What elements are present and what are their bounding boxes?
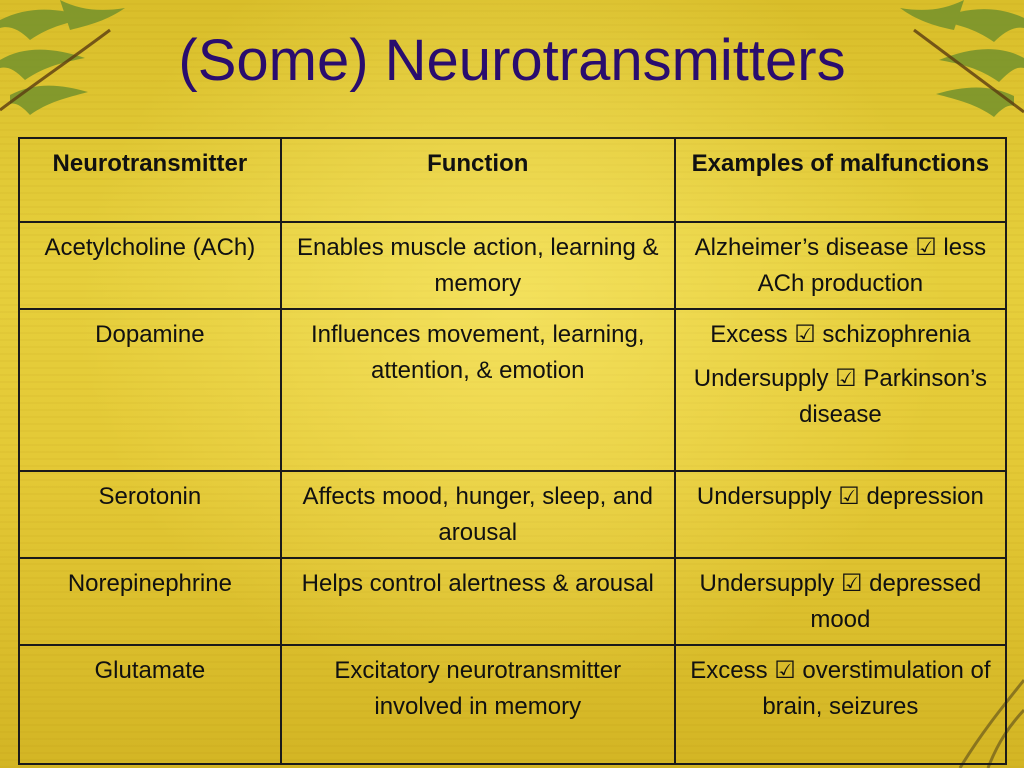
page-title: (Some) Neurotransmitters xyxy=(178,28,846,93)
malfunctions-cell xyxy=(675,471,1006,558)
malfunction-text: Undersupply ☑ depression xyxy=(696,483,984,510)
column-header-malfunctions: Examples of malfunctions xyxy=(675,138,1006,222)
function-cell: Helps control alertness & arousal xyxy=(281,558,675,645)
malfunctions-cell xyxy=(675,645,1006,764)
malfunction-text: Alzheimer’s disease ☑ less ACh production xyxy=(694,234,987,297)
neurotransmitter-table xyxy=(18,137,1007,765)
function-cell: Influences movement, learning, attention, & emotion xyxy=(281,309,675,471)
function-cell: Enables muscle action, learning & memory xyxy=(281,222,675,309)
neurotransmitter-cell: Dopamine xyxy=(19,309,281,471)
malfunction-text: Undersupply ☑ Parkinson’s disease xyxy=(693,365,987,428)
neurotransmitter-cell: Acetylcholine (ACh) xyxy=(19,222,281,309)
malfunctions-cell xyxy=(675,222,1006,309)
neurotransmitter-cell: Glutamate xyxy=(19,645,281,764)
column-header-neurotransmitter: Neurotransmitter xyxy=(19,138,281,222)
malfunctions-cell xyxy=(675,558,1006,645)
neurotransmitter-cell: Serotonin xyxy=(19,471,281,558)
table-row xyxy=(19,222,1006,309)
table-row xyxy=(19,645,1006,764)
table-row xyxy=(19,471,1006,558)
malfunction-text: Excess ☑ overstimulation of brain, seizures xyxy=(690,657,991,720)
neurotransmitter-cell: Norepinephrine xyxy=(19,558,281,645)
malfunctions-cell xyxy=(675,309,1006,471)
table-row xyxy=(19,558,1006,645)
function-cell: Affects mood, hunger, sleep, and arousal xyxy=(281,471,675,558)
column-header-function: Function xyxy=(281,138,675,222)
malfunction-text: Excess ☑ schizophrenia xyxy=(710,321,971,348)
table-row xyxy=(19,309,1006,471)
table-header-row xyxy=(19,138,1006,222)
malfunction-text: Undersupply ☑ depressed mood xyxy=(699,570,982,633)
function-cell: Excitatory neurotransmitter involved in memory xyxy=(281,645,675,764)
